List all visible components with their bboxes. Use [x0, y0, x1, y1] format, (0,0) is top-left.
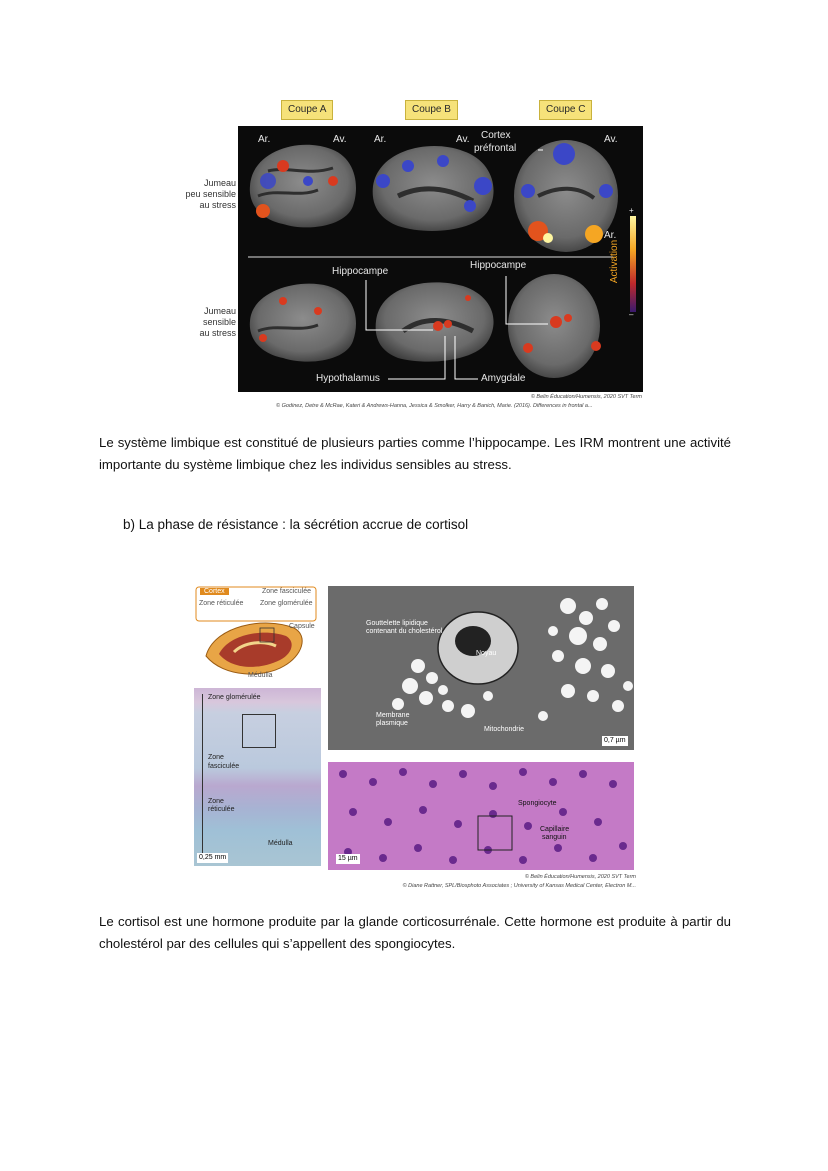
- histology-label-reticulee-2: réticulée: [208, 806, 235, 813]
- brain-b-top: [373, 146, 494, 231]
- scale-bar-em: 0,7 µm: [604, 737, 626, 744]
- em-label-membrane-2: plasmique: [376, 720, 408, 727]
- mri-brain-slices-image: [238, 126, 643, 392]
- label-hippocampe-b: Hippocampe: [332, 266, 389, 277]
- em-label-gouttelette-2: contenant du cholestérol: [366, 628, 443, 635]
- diagram-label-zone-reticulee: Zone réticulée: [199, 600, 244, 607]
- em-label-mitochondrie: Mitochondrie: [484, 726, 525, 733]
- histology-label-glomerulee: Zone glomérulée: [208, 694, 261, 701]
- he-label-capillaire-2: sanguin: [542, 834, 567, 841]
- figure1-credit-source: © Godinez, Detre & McRae, Kateri & Andrews-Hanna, Jessica & Smolker, Harry & Banich, Marie. (2016). Differences in frontal a...: [276, 403, 593, 409]
- diagram-label-cortex: Cortex: [200, 588, 229, 595]
- stained-histology: [328, 762, 634, 870]
- electron-micrograph: [328, 586, 634, 750]
- label-cortex: Cortex: [481, 130, 511, 141]
- section-heading-b: b) La phase de résistance : la sécrétion accrue de cortisol: [123, 517, 469, 532]
- diagram-label-zone-glomerulee: Zone glomérulée: [260, 600, 313, 607]
- activation-minus: –: [629, 310, 634, 319]
- diagram-label-zone-fasciculee: Zone fasciculée: [262, 588, 312, 595]
- orientation-ar-b: Ar.: [374, 134, 387, 145]
- paragraph-cortisol: Le cortisol est une hormone produite par la glande corticosurrénale. Cette hormone est produite à partir du cholestérol par des cellules qui s’appellent des spongiocytes.: [99, 914, 731, 951]
- he-label-capillaire-1: Capillaire: [540, 826, 570, 833]
- em-label-gouttelette-1: Gouttelette lipidique: [366, 620, 428, 627]
- diagram-label-capsule: Capsule: [289, 623, 315, 630]
- activation-label: Activation: [609, 239, 621, 284]
- orientation-av-c: Av.: [604, 134, 618, 145]
- histology-zoom-box: [242, 714, 276, 748]
- orientation-av-a: Av.: [333, 134, 347, 145]
- coupe-c-label: Coupe C: [539, 100, 592, 120]
- em-label-noyau: Noyau: [476, 650, 497, 657]
- figure2-credit-source: © Diane Rattner, SPL/Biosphoto Associates ; University of Kansas Medical Center, Electron M...: [402, 883, 636, 889]
- coupe-a-label: Coupe A: [281, 100, 333, 120]
- orientation-ar-a: Ar.: [258, 134, 271, 145]
- histology-label-medulla: Médulla: [268, 840, 293, 847]
- histology-label-fasciculee-2: fasciculée: [208, 763, 240, 770]
- label-hypothalamus: Hypothalamus: [316, 373, 380, 384]
- histology-label-reticulee-1: Zone: [208, 798, 224, 805]
- paragraph-limbic-system: Le système limbique est constitué de plusieurs parties comme l’hippocampe. Les IRM montrent une activité importante du système limbique chez les individus sensibles au stress.: [99, 435, 731, 472]
- label-hippocampe-c: Hippocampe: [470, 260, 527, 271]
- coupe-b-label: Coupe B: [405, 100, 458, 120]
- brain-c-bottom: [508, 274, 601, 378]
- label-prefrontal: préfrontal: [474, 143, 517, 154]
- figure1-credit-publisher: © Belin Éducation/Humensis, 2020 SVT Term: [530, 394, 642, 400]
- scale-bar-he: 15 µm: [338, 855, 358, 862]
- adrenal-gland-diagram: [194, 586, 318, 682]
- histology-label-fasciculee-1: Zone: [208, 754, 224, 761]
- mri-figure: [238, 126, 643, 392]
- activation-plus: +: [629, 206, 634, 215]
- row-label-high-stress: Jumeau sensible au stress: [199, 306, 236, 338]
- histology-section-left: [194, 688, 321, 866]
- scale-bar-left: 0,25 mm: [199, 854, 227, 861]
- electron-micrograph-image: [328, 586, 634, 750]
- brain-a-top: [250, 145, 356, 228]
- brain-c-top: [514, 140, 618, 252]
- diagram-label-medulla: Médulla: [248, 672, 273, 679]
- brain-b-bottom: [376, 282, 494, 361]
- orientation-ar-c: Ar.: [604, 230, 617, 241]
- he-label-spongiocyte: Spongiocyte: [518, 800, 557, 807]
- row-label-low-stress: Jumeau peu sensible au stress: [185, 178, 236, 210]
- figure2-credit-publisher: © Belin Éducation/Humensis, 2020 SVT Term: [524, 874, 636, 880]
- orientation-av-b: Av.: [456, 134, 470, 145]
- stained-histology-image: [328, 762, 634, 870]
- brain-a-bottom: [250, 284, 356, 362]
- em-label-membrane-1: Membrane: [376, 712, 410, 719]
- label-amygdale: Amygdale: [481, 373, 526, 384]
